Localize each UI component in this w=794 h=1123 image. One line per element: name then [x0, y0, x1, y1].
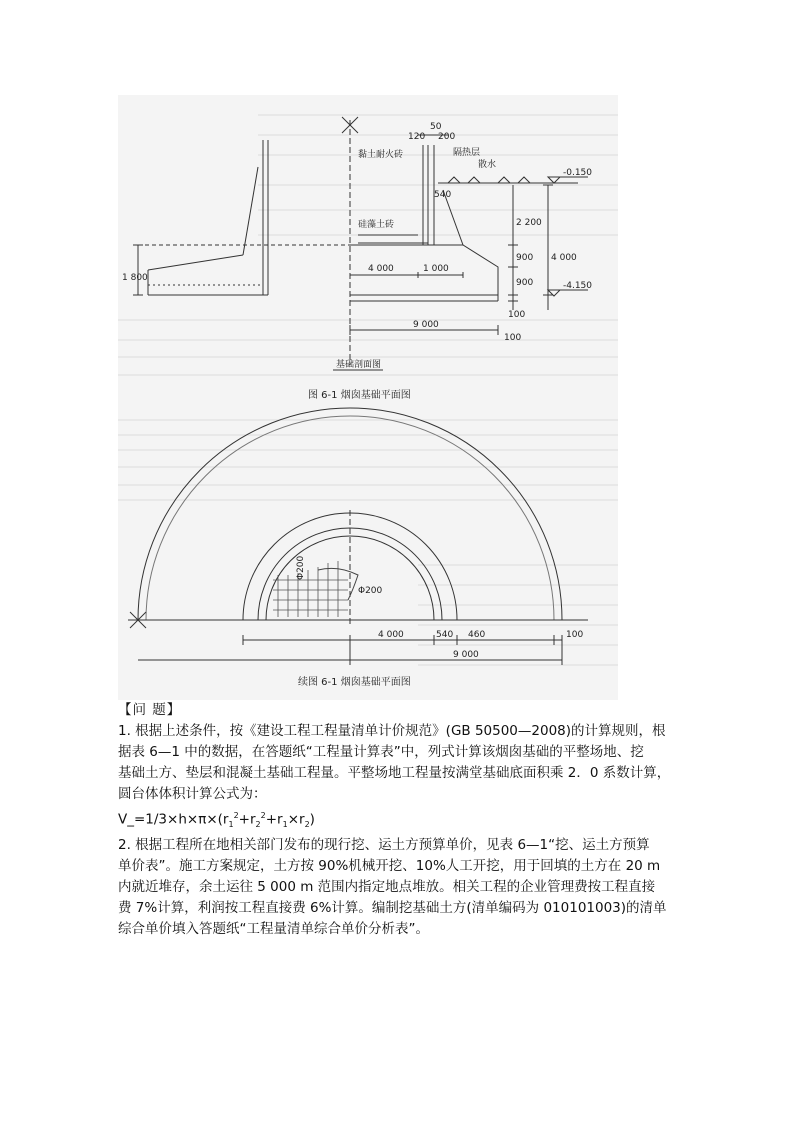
dim-2200: 2 200 — [516, 218, 542, 228]
plan-dim-9000: 9 000 — [453, 650, 479, 660]
phi200-b: Φ200 — [358, 586, 383, 596]
q2-line3: 内就近堆存，余土运往 5 000 m 范围内指定地点堆放。相关工程的企业管理费按工程直接 — [118, 879, 656, 896]
figure2-caption: 续图 6-1 烟囱基础平面图 — [298, 677, 411, 688]
formula-part: ×r — [287, 811, 305, 828]
scanned-figures — [118, 95, 618, 700]
plan-dim-540: 540 — [436, 630, 454, 640]
formula-part: +r — [238, 811, 256, 828]
q2-line1: 2. 根据工程所在地相关部门发布的现行挖、运土方预算单价，见表 6—1“挖、运土方预算 — [118, 837, 650, 854]
formula-sup: 2 — [260, 811, 266, 820]
q1-line3: 基础土方、垫层和混凝土基础工程量。平整场地工程量按满堂基础底面积乘 2．0 系数计算， — [118, 765, 671, 781]
dim-4000h: 4 000 — [368, 264, 394, 274]
question-heading: 【问 题】 — [118, 702, 182, 718]
plan-labels — [296, 555, 583, 660]
dim-100b: 100 — [504, 333, 522, 343]
formula-sub: 1 — [228, 820, 234, 830]
q1-line1: 1. 根据上述条件，按《建设工程工程量清单计价规范》(GB 50500—2008)的计算规则，根 — [118, 723, 666, 739]
dim-540: 540 — [434, 190, 452, 200]
figure1-caption: 图 6-1 烟囱基础平面图 — [308, 390, 411, 401]
formula-part: +r — [265, 811, 283, 828]
q1-line2: 据表 6—1 中的数据，在答题纸“工程量计算表”中，列式计算该烟囱基础的平整场地、挖 — [118, 744, 644, 760]
formula-part: ) — [309, 811, 315, 828]
elev-top: -0.150 — [563, 168, 593, 178]
dim-1800: 1 800 — [122, 273, 148, 283]
dim-900b: 900 — [516, 278, 534, 288]
question-text — [118, 700, 708, 940]
dim-200: 200 — [438, 132, 456, 142]
label-rubble-brick: 硅藻土砖 — [358, 220, 395, 230]
dim-9000: 9 000 — [413, 320, 439, 330]
dim-50: 50 — [430, 122, 442, 132]
label-refractory-brick: 黏土耐火砖 — [358, 150, 404, 160]
formula-sub: 2 — [255, 820, 261, 830]
dim-4000v: 4 000 — [551, 253, 577, 263]
plan-dim-100: 100 — [566, 630, 584, 640]
dim-100: 100 — [508, 310, 526, 320]
q2-line5: 综合单价填入答题纸“工程量清单综合单价分析表”。 — [118, 921, 429, 938]
formula-sub: 2 — [304, 820, 310, 830]
label-apron: 散水 — [478, 160, 497, 170]
formula — [118, 805, 708, 835]
dim-120: 120 — [408, 132, 426, 142]
dim-1000: 1 000 — [423, 264, 449, 274]
q1-line4: 圆台体体积计算公式为： — [118, 786, 267, 802]
phi200-a: Φ200 — [296, 555, 306, 580]
dim-900a: 900 — [516, 253, 534, 263]
plan-dim-460: 460 — [468, 630, 486, 640]
drawings-svg — [118, 95, 618, 700]
q2-line2: 单价表”。施工方案规定，土方按 90%机械开挖、10%人工开挖，用于回填的土方在 20 m — [118, 858, 661, 875]
plan-dim-4000: 4 000 — [378, 630, 404, 640]
section-labels — [122, 122, 592, 370]
formula-sup: 2 — [233, 811, 239, 820]
q2-line4: 费 7%计算，利润按工程直接费 6%计算。编制挖基础土方(清单编码为 010101003)的清单 — [118, 900, 667, 917]
label-insulation: 隔热层 — [453, 148, 481, 158]
formula-part: V_=1/3×h×π×(r — [118, 811, 229, 828]
elev-bottom: -4.150 — [563, 281, 593, 291]
formula-sub: 1 — [282, 820, 288, 830]
plan-drawing — [128, 408, 588, 665]
section-label: 基础剖面图 — [336, 360, 382, 370]
